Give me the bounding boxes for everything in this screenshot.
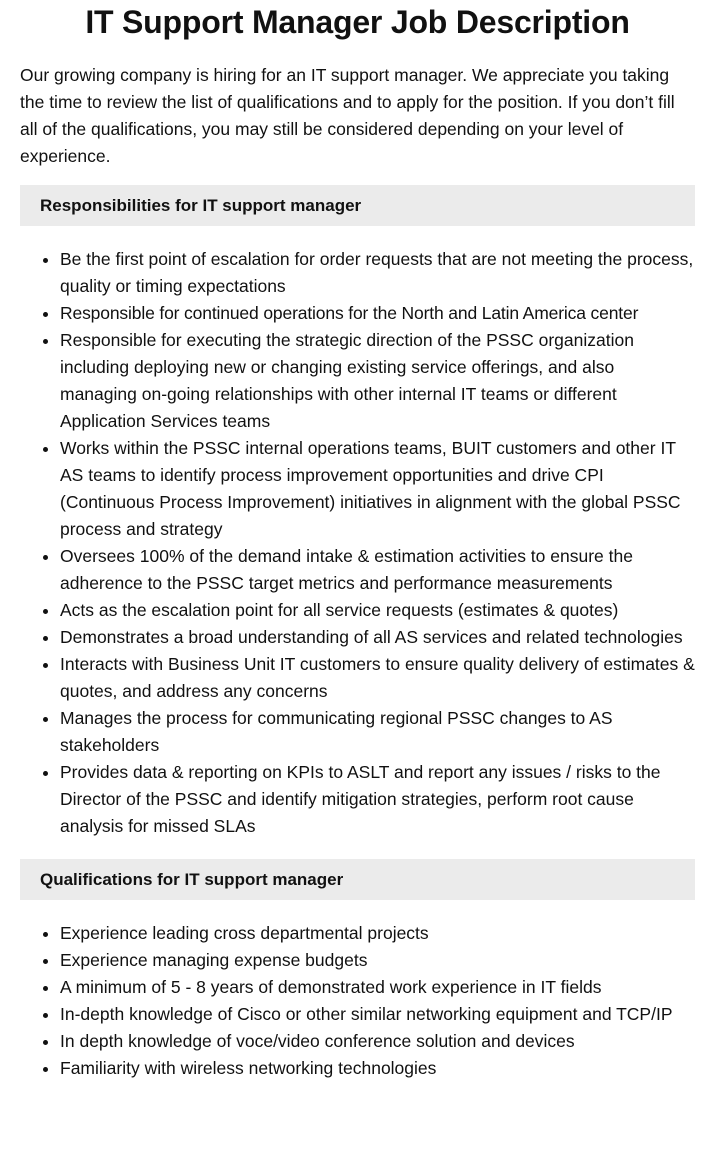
list-item: • Responsible for executing the strategic direction of the PSSC organization including deploying new or changing existing service offerings, and also managing on-going relationships with other internal IT teams or different Application Services teams [60, 327, 695, 435]
list-item: • Provides data & reporting on KPIs to ASLT and report any issues / risks to the Director of the PSSC and identify mitigation strategies, perform root cause analysis for missed SLAs [60, 759, 695, 840]
list-item: • Be the first point of escalation for order requests that are not meeting the process, quality or timing expectations [60, 246, 695, 300]
list-item: • Interacts with Business Unit IT customers to ensure quality delivery of estimates & quotes, and address any concerns [60, 651, 695, 705]
responsibilities-heading: Responsibilities for IT support manager [20, 185, 695, 226]
list-item: • Experience leading cross departmental projects [60, 920, 695, 947]
list-item: • Manages the process for communicating regional PSSC changes to AS stakeholders [60, 705, 695, 759]
list-item: • Familiarity with wireless networking technologies [60, 1055, 695, 1082]
qualifications-list [20, 920, 695, 1082]
list-item: • Oversees 100% of the demand intake & estimation activities to ensure the adherence to the PSSC target metrics and performance measurements [60, 543, 695, 597]
list-item: • Experience managing expense budgets [60, 947, 695, 974]
intro-paragraph: Our growing company is hiring for an IT support manager. We appreciate you taking the time to review the list of qualifications and to apply for the position. If you don’t fill all of the qualifications, you may still be considered depending on your level of experience. [20, 65, 675, 166]
list-item: • In-depth knowledge of Cisco or other similar networking equipment and TCP/IP [60, 1001, 695, 1028]
list-item: • In depth knowledge of voce/video conference solution and devices [60, 1028, 695, 1055]
list-item: • A minimum of 5 - 8 years of demonstrated work experience in IT fields [60, 974, 695, 1001]
list-item: • Responsible for continued operations for the North and Latin America center [60, 300, 695, 327]
list-item: • Demonstrates a broad understanding of all AS services and related technologies [60, 624, 695, 651]
responsibilities-list [20, 246, 695, 840]
page-title: IT Support Manager Job Description [85, 4, 630, 40]
qualifications-heading: Qualifications for IT support manager [20, 859, 695, 900]
list-item: • Works within the PSSC internal operations teams, BUIT customers and other IT AS teams to identify process improvement opportunities and drive CPI (Continuous Process Improvement) initiatives in alignment with the global PSSC process and strategy [60, 435, 695, 543]
list-item: • Acts as the escalation point for all service requests (estimates & quotes) [60, 597, 695, 624]
